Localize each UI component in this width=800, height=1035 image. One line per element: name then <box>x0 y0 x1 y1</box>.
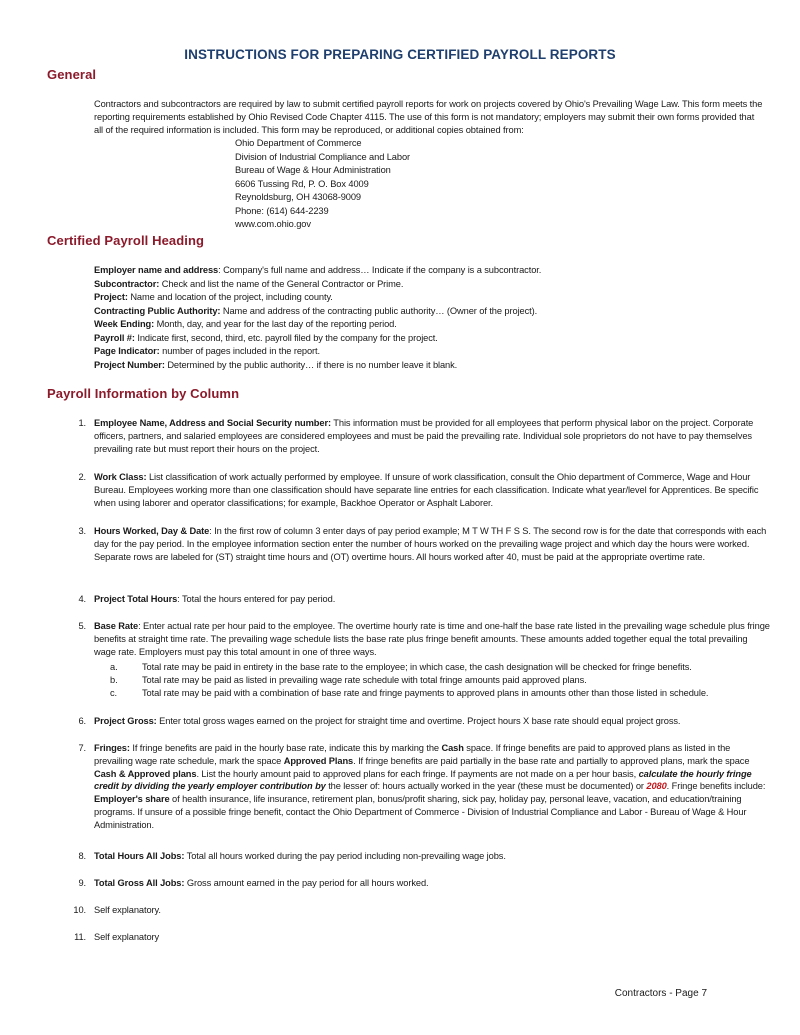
item-label: Work Class: <box>94 472 147 482</box>
item-number: 6. <box>78 716 86 726</box>
item-number: 11. <box>74 932 86 942</box>
item-label: Project Total Hours <box>94 594 178 604</box>
hours-highlight: 2080 <box>646 781 667 792</box>
field-label: Contracting Public Authority: <box>94 305 221 316</box>
item-text: Enter total gross wages earned on the project for straight time and overtime. Project hours X base rate should equal project gross. <box>156 716 681 726</box>
field-text: Determined by the public authority… if there is no number leave it blank. <box>167 359 458 370</box>
field-text: Name and location of the project, including county. <box>130 292 333 302</box>
address-line: Bureau of Wage & Hour Administration <box>235 165 391 175</box>
item-label: Employee Name, Address and Social Security number: <box>94 418 331 428</box>
item-number: 3. <box>78 526 86 536</box>
item-number: 5. <box>78 621 86 631</box>
item-text: This information must be provided for all employees that perform physical labor on the project. Corporate officers, partners, and salaried employees are considered employees and must be paid the prevailing rate. Individual sole proprietors do not have to pay themselves prevailing rate but must report their hours on the project. <box>94 418 754 454</box>
heading-field-list <box>94 264 774 372</box>
item-number: 4. <box>78 594 86 604</box>
heading-field-item <box>94 318 774 332</box>
heading-field-item <box>94 359 774 373</box>
field-text: Name and address of the contracting public authority… (Owner of the project). <box>222 305 538 316</box>
field-label: Payroll #: <box>94 332 135 343</box>
item-number: 10. <box>73 905 86 915</box>
item-text: List classification of work actually performed by employee. If unsure of work classification, consult the Ohio department of Commerce, Wage and Hour Bureau. Employees working more than one classification should have separate line entries for each classification. Indicate what year/level for Apprentices. Be specific when using laborer and operator classifications; for example, Backhoe Operator or Asphalt Laborer. <box>94 472 759 508</box>
heading-field-item <box>94 345 774 359</box>
field-text: Indicate first, second, third, etc. payroll filed by the company for the project. <box>137 332 438 343</box>
item-number: 9. <box>78 878 86 888</box>
item-text: Self explanatory. <box>94 905 161 915</box>
item-number: 8. <box>78 851 86 861</box>
certified-payroll-heading: Certified Payroll Heading <box>47 233 205 248</box>
address-line: www.com.ohio.gov <box>235 219 311 229</box>
field-label: Week Ending: <box>94 319 155 329</box>
heading-field-item <box>94 332 774 346</box>
address-line: Ohio Department of Commerce <box>235 138 362 148</box>
field-text: Check and list the name of the General Contractor or Prime. <box>161 278 404 289</box>
page-title: INSTRUCTIONS FOR PREPARING CERTIFIED PAYROLL REPORTS <box>184 47 616 62</box>
item-text: Gross amount earned in the pay period for all hours worked. <box>184 878 429 888</box>
payroll-info-heading: Payroll Information by Column <box>47 386 240 401</box>
heading-field-item <box>94 278 774 292</box>
item-label: Total Hours All Jobs: <box>94 851 185 861</box>
field-label: Project Number: <box>94 359 165 370</box>
item-number: 1. <box>78 418 86 428</box>
item-text: Self explanatory <box>94 932 160 942</box>
option-letter: a. <box>110 662 118 672</box>
field-text: number of pages included in the report. <box>162 346 321 356</box>
heading-field-item: Employer name and address: Company's full name and address… Indicate if the company is a subcontractor. <box>94 265 542 275</box>
page-footer: Contractors - Page 7 <box>614 988 707 999</box>
address-line: 6606 Tussing Rd, P. O. Box 4009 <box>235 178 369 189</box>
item-text: : Total the hours entered for pay period. <box>177 594 336 604</box>
item-label: Project Gross: <box>94 716 157 726</box>
address-line: Phone: (614) 644-2239 <box>235 205 329 216</box>
general-heading: General <box>47 67 97 82</box>
address-line: Reynoldsburg, OH 43068-9009 <box>235 192 361 202</box>
option-text: Total rate may be paid in entirety in the base rate to the employee; in which case, the cash designation will be checked for fringe benefits. <box>142 662 692 672</box>
fringes-text: Fringes: If fringe benefits are paid in the hourly base rate, indicate this by marking the Cash space. If fringe benefits are paid to approved plans as listed in the prevailing wage rate schedule, mark the space Approved Plans. If fringe benefits are paid partially in the base rate and partially to approved plans, mark the space Cash & Approved plans. List the hourly amount paid to approved plans for each fringe. If payments are not made on a per hour basis, calculate the hourly fringe credit by dividing the yearly employer contribution by the lesser of: hours actually worked in the year (these must be documented) or 2080. Fringe benefits include: Employer's share of health insurance, life insurance, retirement plan, bonus/profit sharing, sick pay, holiday pay, personal leave, vacation, and education/training programs. If unsure of a possible fringe benefit, contact the Ohio Department of Commerce - Division of Industrial Compliance and Labor - Bureau of Wage & Hour Administration. <box>94 743 766 830</box>
address-line: Division of Industrial Compliance and Labor <box>235 151 411 162</box>
item-text: : In the first row of column 3 enter days of pay period example; M T W TH F S S. The second row is for the date that corresponds with each day for the pay period. In the employee information section enter the number of hours worked on the prevailing wage project and which day the hours were worked. Separate rows are labeled for (ST) straight time hours and (OT) overtime hours. All hours worked after 40, must be paid at the appropriate overtime rate. <box>94 526 767 562</box>
option-letter: c. <box>110 688 118 698</box>
field-text: Month, day, and year for the last day of the reporting period. <box>156 319 397 329</box>
field-label: Subcontractor: <box>94 278 160 289</box>
option-text: Total rate may be paid with a combination of base rate and fringe payments to approved plans in amounts other than those listed in schedule. <box>142 688 709 698</box>
heading-field-item <box>94 291 774 305</box>
field-label: Project: <box>94 292 128 302</box>
field-label: Page Indicator: <box>94 346 160 356</box>
item-text: : Enter actual rate per hour paid to the employee. The overtime hourly rate is time and one-half the base rate listed in the prevailing wage schedule plus fringe benefits at straight time rate. The prevailing wage schedule lists the base rate plus fringe benefit amounts. These amounts added together equal the total prevailing wage rate. Employers must pay this total amount in one of three ways. <box>94 621 770 657</box>
item-number: 2. <box>78 472 86 482</box>
general-paragraph: Contractors and subcontractors are required by law to submit certified payroll reports for work on projects covered by Ohio's Prevailing Wage Law. This form meets the reporting requirements established by Ohio Revised Code Chapter 4115. The use of this form is not mandatory; employers may submit their own forms provided that all of the required information is included. This form may be reproduced, or additional copies obtained from: <box>94 99 763 135</box>
item-text: Total all hours worked during the pay period including non-prevailing wage jobs. <box>184 851 506 861</box>
heading-field-item <box>94 305 774 319</box>
item-number: 7. <box>78 743 86 753</box>
option-letter: b. <box>110 675 118 685</box>
address-block <box>235 137 410 232</box>
option-text: Total rate may be paid as listed in prevailing wage rate schedule with total fringe amounts paid approved plans. <box>142 675 587 685</box>
item-label: Hours Worked, Day & Date <box>94 526 210 536</box>
item-label: Base Rate <box>94 621 139 631</box>
item-label: Total Gross All Jobs: <box>94 878 185 888</box>
field-text: Company's full name and address… Indicate if the company is a subcontractor. <box>223 265 542 275</box>
field-label: Employer name and address <box>94 265 219 275</box>
